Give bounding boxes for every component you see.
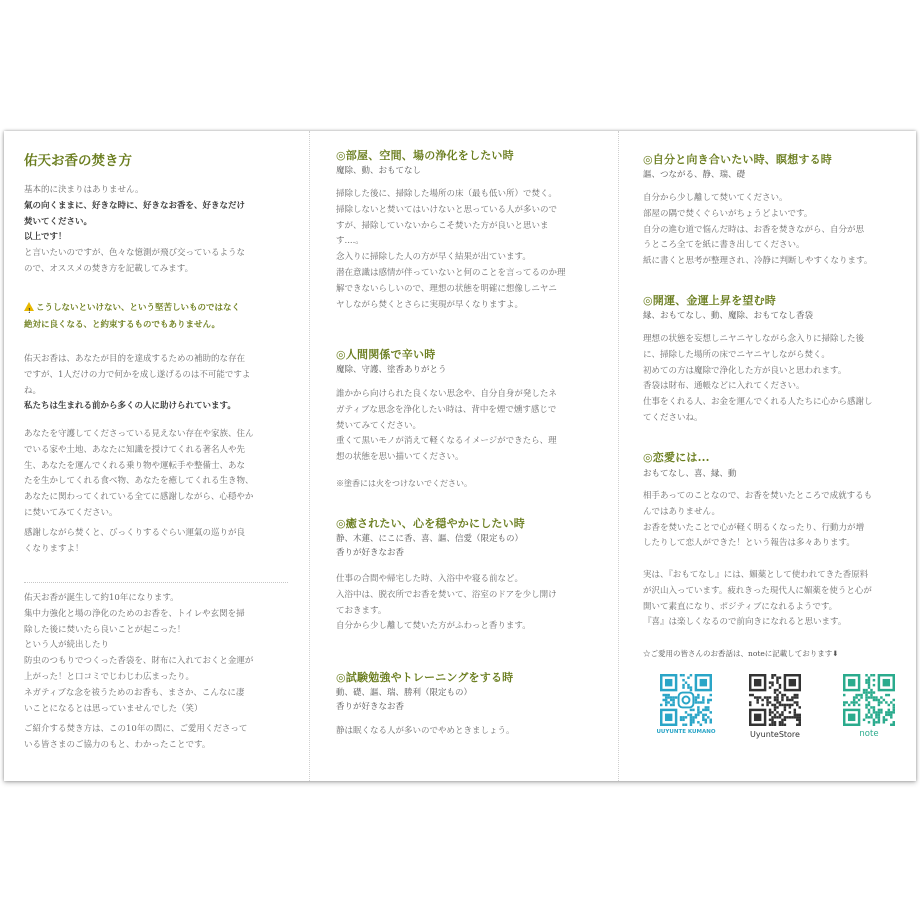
text-line: 基本的に決まりはありません。 bbox=[24, 185, 144, 195]
text-line: 焚いてください。 bbox=[24, 216, 93, 227]
incense-list-line: 香りが好きなお香 bbox=[336, 548, 405, 558]
text-line: 上がった！と口コミでじわじわ広まったり。 bbox=[24, 671, 195, 682]
text-line: ですが、1人だけの力で何かを成し遂げるのは不可能ですよ bbox=[24, 369, 251, 380]
section-body bbox=[643, 332, 905, 427]
text-line: 実は、『おもてなし』には、媚薬として使われてきた香原料 bbox=[643, 569, 869, 580]
text-line: 静は眠くなる人が多いのでやめときましょう。 bbox=[336, 726, 515, 736]
text-line: いる皆さまのご協力のもと、わかったことです。 bbox=[24, 739, 211, 750]
text-line: ね。 bbox=[24, 385, 42, 396]
text-line: す....。 bbox=[336, 236, 364, 247]
text-line: 部屋の隅で焚くぐらいがちょうどよいです。 bbox=[643, 208, 813, 219]
section-body bbox=[336, 724, 601, 740]
luck-paragraph bbox=[24, 526, 288, 558]
note-pointer-text: ☆ご愛用の皆さんのお香話は、noteに記載しております⬇ bbox=[643, 649, 839, 658]
text-line: と言いたいのですが、色々な憶測が飛び交っているような bbox=[24, 248, 246, 259]
history-paragraph bbox=[24, 591, 288, 717]
text-line: したりして恋人ができた！という報告は多々あります。 bbox=[643, 538, 855, 549]
text-line: ガティブな思念を浄化したい時は、背中を煙で燻す感じで bbox=[336, 404, 557, 415]
qr-label: UyunteStore bbox=[750, 730, 800, 739]
text-line: 感謝しながら焚くと、びっくりするぐらい運氣の巡りが良 bbox=[24, 528, 246, 538]
incense-list bbox=[336, 532, 601, 560]
text-line: 潜在意識は感情が伴っていないと何のことを言ってるのか理 bbox=[336, 267, 566, 278]
incense-list: 魔除、守護、塗香ありがとう bbox=[336, 365, 447, 375]
section-body bbox=[336, 387, 601, 466]
text-line: という人が続出したり bbox=[24, 640, 110, 651]
text-line: が沢山入っています。疲れきった現代人に媚薬を使うと心が bbox=[643, 585, 872, 596]
text-line: に焚いてみてください。 bbox=[24, 507, 118, 518]
text-line: 集中力強化と場の浄化のためのお香を、トイレや玄関を掃 bbox=[24, 608, 245, 619]
section-heading: ◎癒されたい、心を穏やかにしたい時 bbox=[336, 517, 525, 530]
column-middle bbox=[309, 131, 619, 781]
text-line: 想の状態を思い描いてください。 bbox=[336, 452, 464, 463]
incense-list: 魔除、動、おもてなし bbox=[336, 166, 422, 176]
intro-paragraph bbox=[24, 183, 288, 278]
text-line bbox=[643, 552, 905, 568]
text-line: 自分から少し離して焚いてください。 bbox=[643, 193, 788, 203]
text-line: 念入りに掃除した人の方が早く結果が出ています。 bbox=[336, 252, 531, 263]
instagram-qr-code[interactable] bbox=[660, 674, 712, 726]
text-line: 氣の向くままに、好きな時に、好きなお香を、好きなだけ bbox=[24, 200, 246, 211]
text-line: お香を焚いたことで心が軽く明るくなったり、行動力が増 bbox=[643, 522, 865, 533]
text-line: 仕事の合間や帰宅した時、入浴中や寝る前など。 bbox=[336, 574, 524, 584]
text-line: たを生かしてくれる食べ物、あなたを癒してくれる生き物、 bbox=[24, 476, 254, 487]
warning-line: 絶対に良くなる、と約束するものでもありません。 bbox=[24, 320, 221, 330]
text-line: ご紹介する焚き方は、この10年の間に、ご愛用くださって bbox=[24, 724, 248, 734]
text-line: 掃除した後に、掃除した場所の床（最も低い所）で焚く。 bbox=[336, 189, 557, 199]
text-line: でいる家や土地、あなたに知識を授けてくれる著名人や先 bbox=[24, 444, 246, 455]
text-line: 佑天お香が誕生して約10年になります。 bbox=[24, 593, 179, 603]
text-line: 自分の進む道で悩んだ時は、お香を焚きながら、自分が思 bbox=[643, 224, 865, 235]
text-line: ヤしながら焚くとさらに実現が早くなりますよ。 bbox=[336, 299, 524, 310]
incense-list: 縁、おもてなし、動、魔除、おもてなし香袋 bbox=[643, 311, 814, 321]
text-line: 重くて黒いモノが消えて軽くなるイメージができたら、理 bbox=[336, 436, 557, 447]
text-line: 開いて素直になり、ポジティブになれるようです。 bbox=[643, 601, 838, 612]
section-heading: ◎自分と向き合いたい時、瞑想する時 bbox=[643, 153, 832, 166]
text-line: 初めての方は魔除で浄化した方が良いと思われます。 bbox=[643, 365, 847, 376]
text-line: 掃除しないと焚いてはいけないと思っている人が多いので bbox=[336, 204, 558, 215]
text-line: んではありません。 bbox=[643, 506, 721, 517]
text-line: 誰かから向けられた良くない思念や、自分自身が発したネ bbox=[336, 389, 557, 399]
text-line: に、掃除した場所の床でニヤニヤしながら焚く。 bbox=[643, 349, 830, 360]
section-heading: ◎部屋、空間、場の浄化をしたい時 bbox=[336, 149, 514, 162]
text-line: くなりますよ！ bbox=[24, 543, 84, 554]
text-line: 焚いてみてください。 bbox=[336, 420, 422, 431]
incense-list-line: 香りが好きなお香 bbox=[336, 702, 405, 712]
text-line: すが、掃除していないからこそ焚いた方が良いと思いま bbox=[336, 220, 549, 231]
section-heading: ◎試験勉強やトレーニングをする時 bbox=[336, 671, 514, 684]
brochure-sheet bbox=[4, 131, 916, 781]
text-line: 香袋は財布、通帳などに入れてください。 bbox=[643, 381, 805, 392]
text-line: 自分から少し離して焚いた方がふわっと香ります。 bbox=[336, 621, 531, 632]
text-line: うところ全てを紙に書き出してください。 bbox=[643, 240, 805, 251]
divider bbox=[24, 582, 288, 583]
support-paragraph bbox=[24, 352, 288, 415]
text-line: 除した後に焚いたら良いことが起こった！ bbox=[24, 624, 186, 635]
note-qr-code[interactable] bbox=[843, 674, 895, 726]
text-line: ておきます。 bbox=[336, 605, 387, 616]
text-line: 生、あなたを運んでくれる乗り物や運転手や整備士、あな bbox=[24, 460, 246, 471]
section-body bbox=[643, 191, 905, 270]
text-line: 以上です！ bbox=[24, 232, 67, 243]
incense-list: 謳、つながる、静、瑞、礎 bbox=[643, 170, 746, 180]
warning-icon: ! bbox=[24, 302, 34, 311]
page-title: 佑天お香の焚き方 bbox=[24, 153, 132, 169]
column-right bbox=[618, 131, 917, 781]
text-line: 解できないらしいので、理想の状態を明確に想像しニヤニ bbox=[336, 283, 557, 294]
gratitude-paragraph bbox=[24, 427, 288, 522]
text-line: 防虫のつもりでつくった香袋を、財布に入れておくと金運が bbox=[24, 656, 254, 667]
section-heading: ◎開運、金運上昇を望む時 bbox=[643, 294, 776, 307]
text-line: ので、オススメの焚き方を記載してみます。 bbox=[24, 263, 194, 274]
text-line: 相手あってのことなので、お香を焚いたところで成就するも bbox=[643, 491, 873, 501]
text-line: あなたに関わってくれている全てに感謝しながら、心穏やか bbox=[24, 492, 254, 503]
text-line: 理想の状態を妄想しニヤニヤしながら念入りに掃除した後 bbox=[643, 334, 865, 344]
incense-list-line: 静、木蓮、にこに香、喜、謳、信愛（限定もの） bbox=[336, 534, 524, 544]
text-line: 私たちは生まれる前から多くの人に助けられています。 bbox=[24, 401, 236, 412]
text-line: ネガティブな念を祓うためのお香も、まさか、こんなに凄 bbox=[24, 687, 245, 698]
warning-line: こうしないといけない、という堅苦しいものではなく bbox=[36, 303, 241, 313]
text-line: 佑天お香は、あなたが目的を達成するための補助的な存在 bbox=[24, 354, 246, 364]
section-body bbox=[643, 489, 905, 631]
qr-label: note bbox=[859, 729, 879, 739]
section-body bbox=[336, 572, 601, 635]
store-qr-code[interactable] bbox=[749, 674, 801, 726]
section-heading: ◎恋愛には... bbox=[643, 451, 710, 464]
warning-note bbox=[24, 300, 288, 334]
section-body bbox=[336, 187, 601, 313]
text-line: 紙に書くと思考が整理され、冷静に判断しやすくなります。 bbox=[643, 256, 873, 267]
text-line: あなたを守護してくださっている見えない存在や家族、住ん bbox=[24, 429, 254, 439]
column-left bbox=[4, 131, 308, 781]
caution-note: ※塗香には火をつけないでください。 bbox=[336, 479, 472, 488]
section-heading: ◎人間関係で辛い時 bbox=[336, 348, 436, 361]
incense-list-line: 動、礎、謳、瑞、勝利（限定もの） bbox=[336, 688, 473, 698]
text-line: てくださいね。 bbox=[643, 412, 703, 423]
qr-label: UUYUNTE KUMANO bbox=[656, 729, 716, 735]
text-line: いことになるとは思っていませんでした（笑） bbox=[24, 703, 203, 714]
incense-list: おもてなし、喜、縁、動 bbox=[643, 469, 737, 479]
text-line: 『喜』は楽しくなるので前向きになれると思います。 bbox=[643, 617, 847, 628]
incense-list bbox=[336, 686, 601, 714]
text-line: 仕事をくれる人、お金を運んでくれる人たちに心から感謝し bbox=[643, 397, 873, 408]
closing-paragraph bbox=[24, 722, 288, 754]
text-line: 入浴中は、脱衣所でお香を焚いて、浴室のドアを少し開け bbox=[336, 589, 557, 600]
